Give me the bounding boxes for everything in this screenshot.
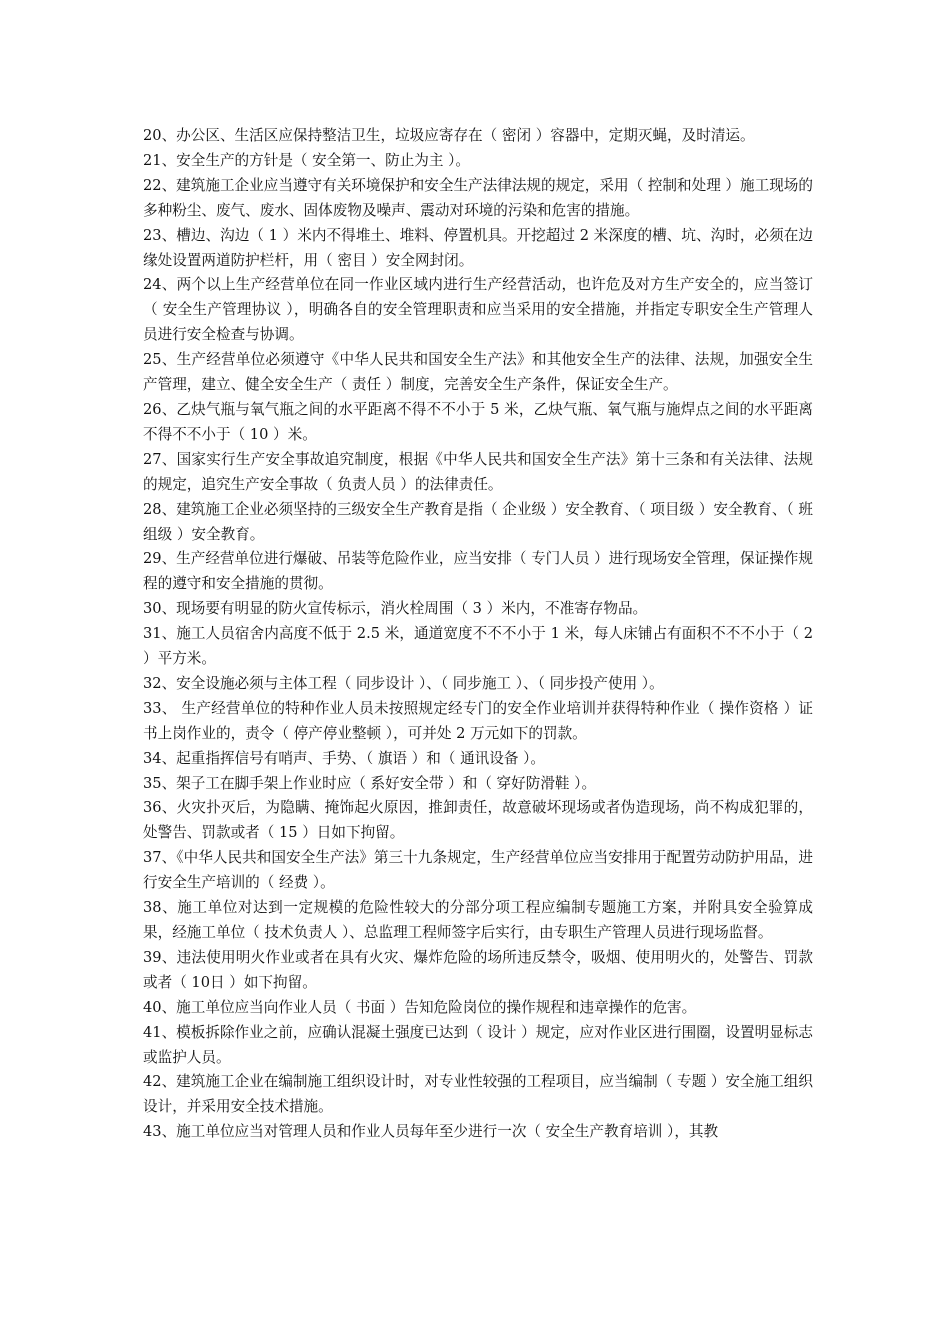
question-item: 23、槽边、沟边（ 1 ）米内不得堆土、堆料、停置机具。开挖超过 2 米深度的槽、坑、沟时，必须在边缘处设置两道防护栏杆，用（ 密目 ）安全网封闭。 <box>143 226 813 269</box>
question-item: 30、现场要有明显的防火宣传标示，消火栓周围（ 3 ）米内，不准寄存物品。 <box>143 600 648 618</box>
question-item: 28、建筑施工企业必须坚持的三级安全生产教育是指（ 企业级 ）安全教育、（ 项目级 ）安全教育、（ 班组级 ）安全教育。 <box>143 500 813 543</box>
question-item: 20、办公区、生活区应保持整洁卫生，垃圾应寄存在（ 密闭 ）容器中，定期灭蝇，及时清运。 <box>143 127 755 144</box>
question-item: 26、乙炔气瓶与氧气瓶之间的水平距离不得不不小于 5 米，乙炔气瓶、氧气瓶与施焊点之间的水平距离不得不不小于（ 10 ）米。 <box>143 400 813 443</box>
question-item: 27、国家实行生产安全事故追究制度，根据《中华人民共和国安全生产法》第十三条和有关法律、法规的规定，追究生产安全事故（ 负责人员 ）的法律责任。 <box>143 450 813 493</box>
document-body <box>143 124 813 1145</box>
question-item: 21、安全生产的方针是（ 安全第一、防止为主 ）。 <box>143 151 471 169</box>
question-item: 31、施工人员宿舍内高度不低于 2.5 米，通道宽度不不不小于 1 米，每人床铺占有面积不不不小于（ 2 ）平方米。 <box>143 625 813 668</box>
question-item: 40、施工单位应当向作业人员（ 书面 ）告知危险岗位的操作规程和违章操作的危害。 <box>143 998 697 1016</box>
question-item: 43、施工单位应当对管理人员和作业人员每年至少进行一次（ 安全生产教育培训 ），其教 <box>143 1123 719 1141</box>
question-item: 22、建筑施工企业应当遵守有关环境保护和安全生产法律法规的规定，采用（ 控制和处理 ）施工现场的多种粉尘、废气、废水、固体废物及噪声、震动对环境的污染和危害的措施。 <box>143 176 813 219</box>
question-item: 33、 生产经营单位的特种作业人员未按照规定经专门的安全作业培训并获得特种作业（ 操作资格 ）证书上岗作业的，责令（ 停产停业整顿 ），可并处 2 万元如下的罚款。 <box>143 699 813 742</box>
question-item: 37、《中华人民共和国安全生产法》第三十九条规定，生产经营单位应当安排用于配置劳动防护用品，进行安全生产培训的（ 经费 ）。 <box>143 849 813 892</box>
question-item: 34、起重指挥信号有哨声、手势、（ 旗语 ）和（ 通讯设备 ）。 <box>143 749 545 767</box>
question-item: 29、生产经营单位进行爆破、吊装等危险作业，应当安排（ 专门人员 ）进行现场安全管理，保证操作规程的遵守和安全措施的贯彻。 <box>143 550 813 593</box>
question-item: 39、违法使用明火作业或者在具有火灾、爆炸危险的场所违反禁令，吸烟、使用明火的，处警告、罚款或者（ 10日 ）如下拘留。 <box>143 948 813 991</box>
question-item: 41、模板拆除作业之前，应确认混凝土强度已达到（ 设计 ）规定，应对作业区进行围圈，设置明显标志或监护人员。 <box>143 1023 813 1066</box>
question-item: 42、建筑施工企业在编制施工组织设计时，对专业性较强的工程项目，应当编制（ 专题 ）安全施工组织设计，并采用安全技术措施。 <box>143 1073 813 1116</box>
question-item: 25、生产经营单位必须遵守《中华人民共和国安全生产法》和其他安全生产的法律、法规，加强安全生产管理，建立、健全安全生产（ 责任 ）制度，完善安全生产条件，保证安全生产。 <box>143 351 813 394</box>
question-item: 35、架子工在脚手架上作业时应（ 系好安全带 ）和（ 穿好防滑鞋 ）。 <box>143 774 597 792</box>
question-item: 24、两个以上生产经营单位在同一作业区域内进行生产经营活动，也许危及对方生产安全的，应当签订（ 安全生产管理协议 ），明确各自的安全管理职责和应当采用的安全措施，并指定专职安全生产管理人员进行安全检查与协调。 <box>143 276 813 344</box>
question-item: 32、安全设施必须与主体工程（ 同步设计 ）、（ 同步施工 ）、（ 同步投产使用 ）。 <box>143 674 664 692</box>
question-item: 36、火灾扑灭后，为隐瞒、掩饰起火原因，推卸责任，故意破坏现场或者伪造现场，尚不构成犯罪的，处警告、罚款或者（ 15 ）日如下拘留。 <box>143 799 813 842</box>
question-item: 38、施工单位对达到一定规模的危险性较大的分部分项工程应编制专题施工方案，并附具安全验算成果，经施工单位（ 技术负责人 ）、总监理工程师签字后实行，由专职生产管理人员进行现场监督。 <box>143 899 813 941</box>
